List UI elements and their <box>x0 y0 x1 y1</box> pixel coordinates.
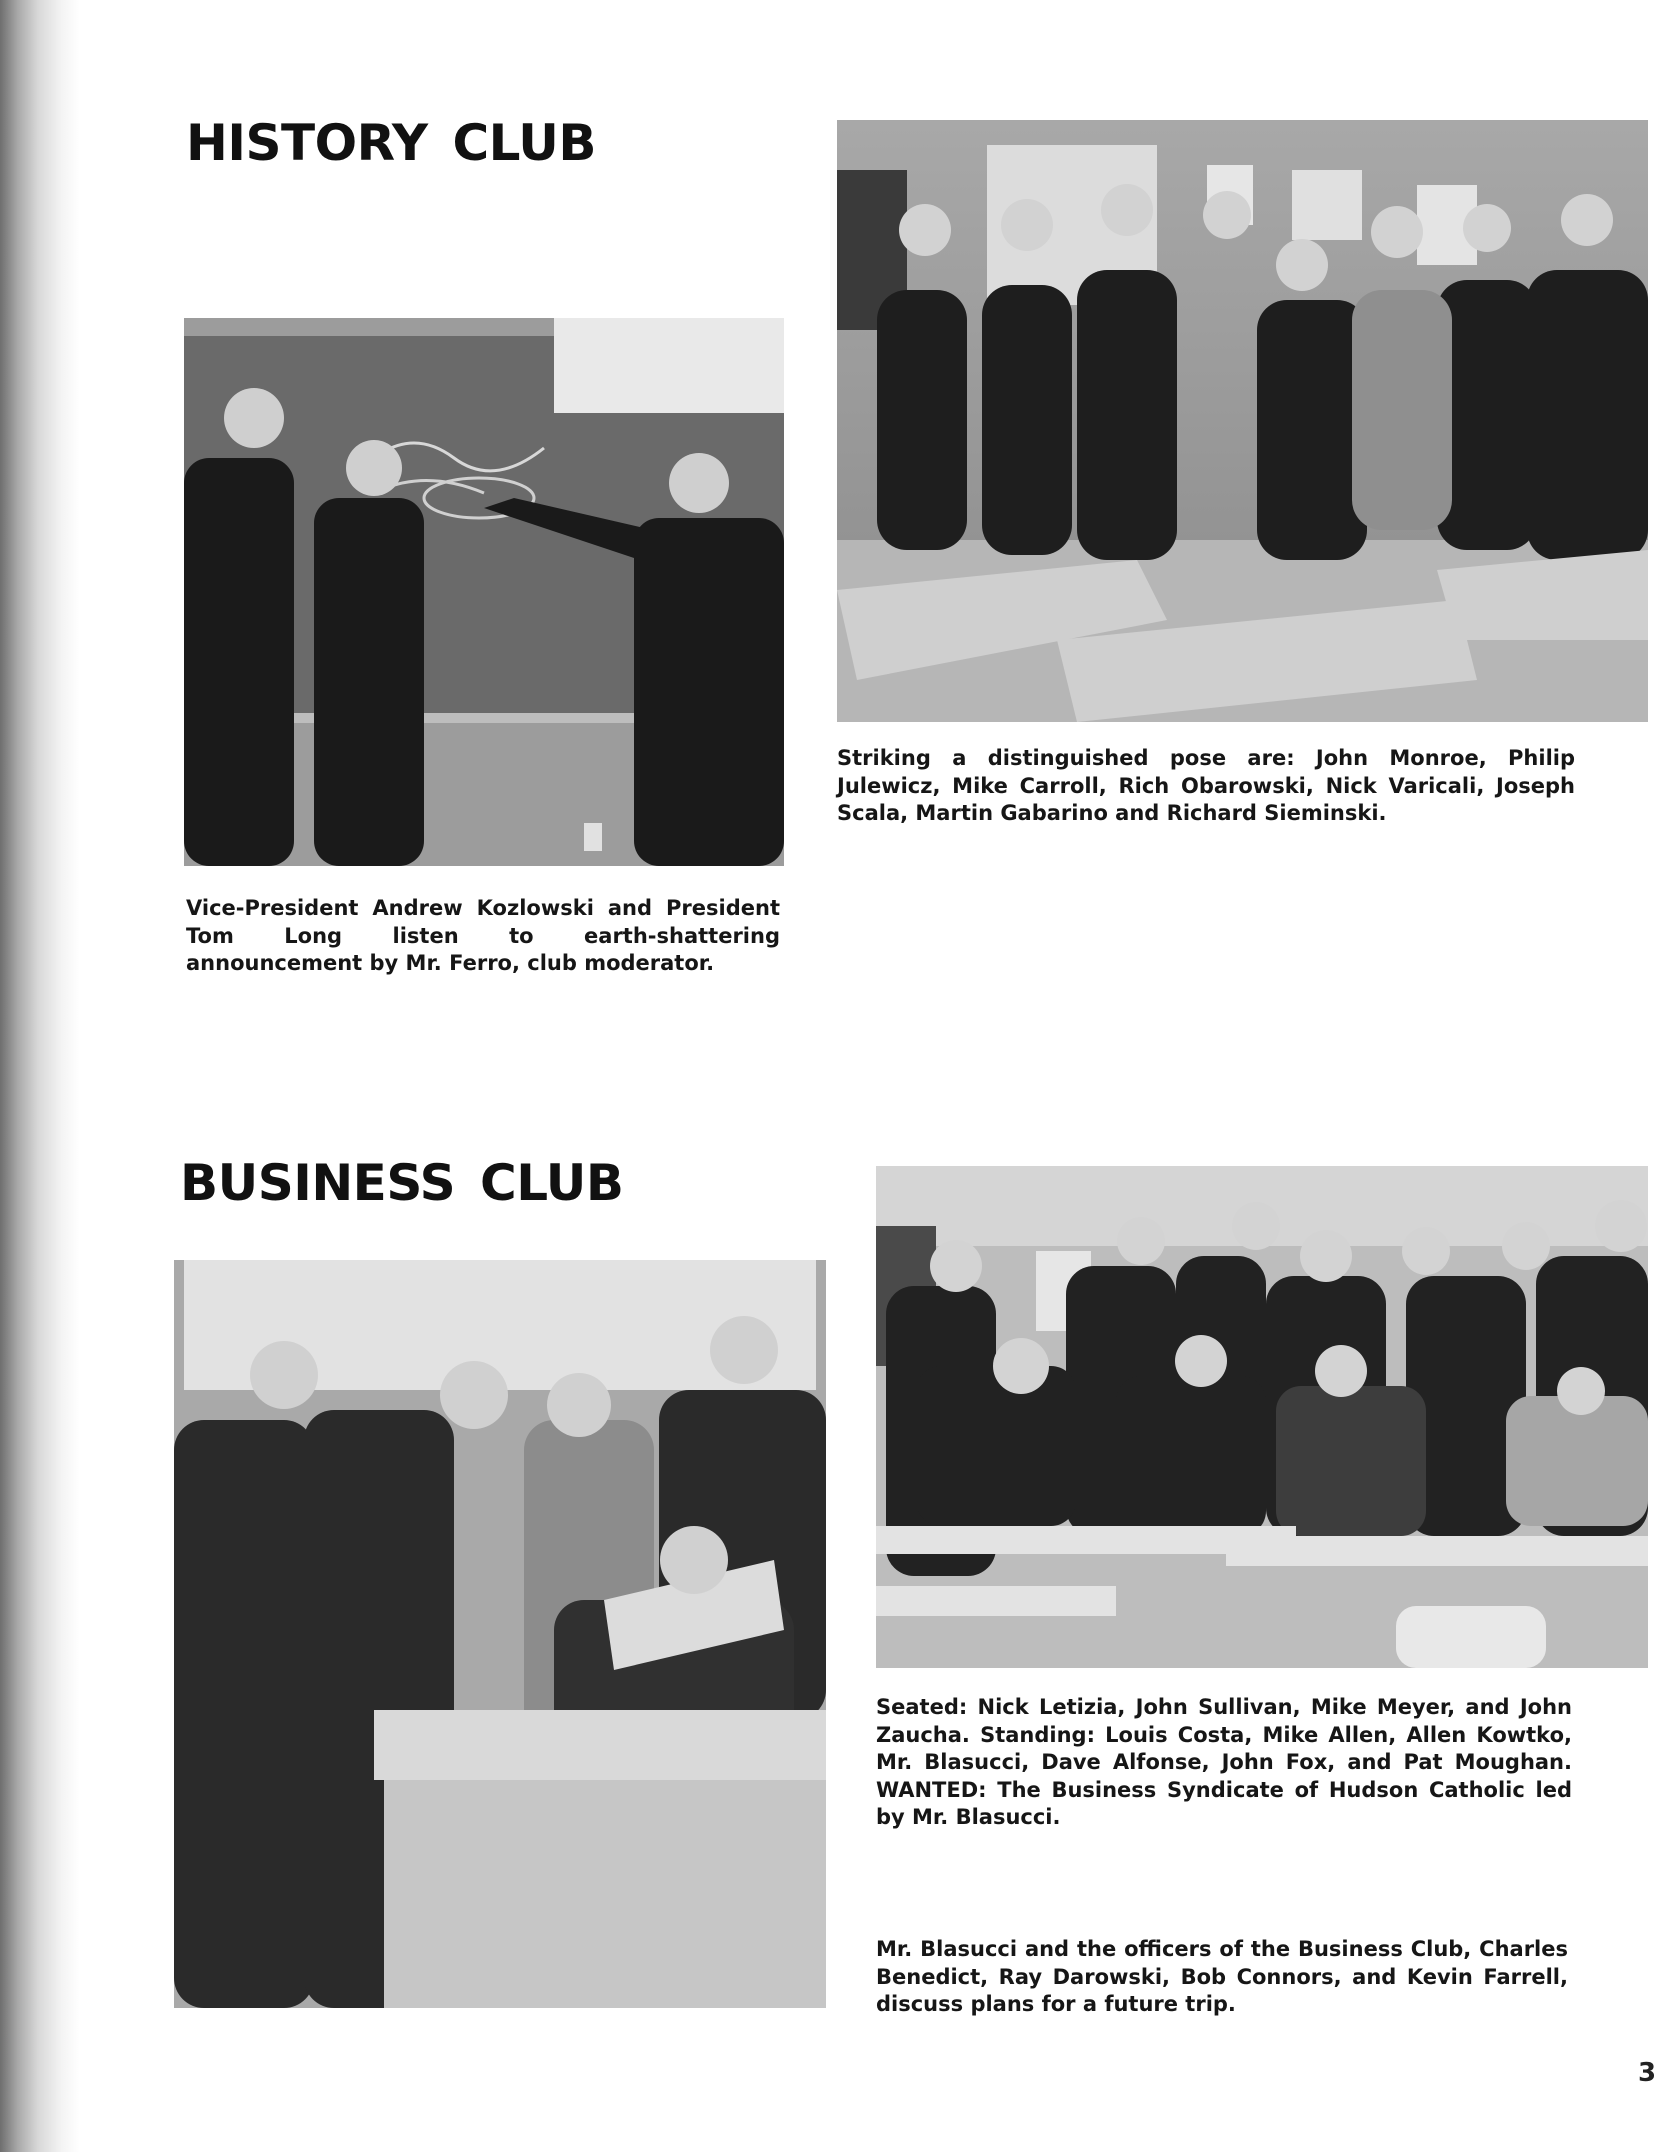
business-club-heading: BUSINESS CLUB <box>180 1154 624 1212</box>
business-club-officers-photo <box>174 1260 826 2008</box>
history-club-chalkboard-caption: Vice-President Andrew Kozlowski and President Tom Long listen to earth-shattering announcement by Mr. Ferro, club moderator. <box>186 896 780 975</box>
page-binding-shadow <box>0 0 80 2152</box>
page-number: 3 <box>1638 2058 1656 2088</box>
history-club-heading: HISTORY CLUB <box>186 114 596 172</box>
history-club-group-caption: Striking a distinguished pose are: John Monroe, Philip Julewicz, Mike Carroll, Rich Obarowski, Nick Varicali, Joseph Scala, Martin Gabarino and Richard Sieminski. <box>837 746 1575 825</box>
business-club-officers-caption: Mr. Blasucci and the officers of the Business Club, Charles Benedict, Ray Darowski, Bob Connors, and Kevin Farrell, discuss plans for a future trip. <box>876 1937 1568 2016</box>
history-club-group-photo <box>837 120 1648 722</box>
business-club-group-caption: Seated: Nick Letizia, John Sullivan, Mike Meyer, and John Zaucha. Standing: Louis Costa, Mike Allen, Allen Kowtko, Mr. Blasucci, Dave Alfonse, John Fox, and Pat Moughan. WANTED: The Business Syndicate of Hudson Catholic led by Mr. Blasucci. <box>876 1695 1572 1829</box>
business-club-group-photo <box>876 1166 1648 1668</box>
history-club-chalkboard-photo <box>184 318 784 866</box>
